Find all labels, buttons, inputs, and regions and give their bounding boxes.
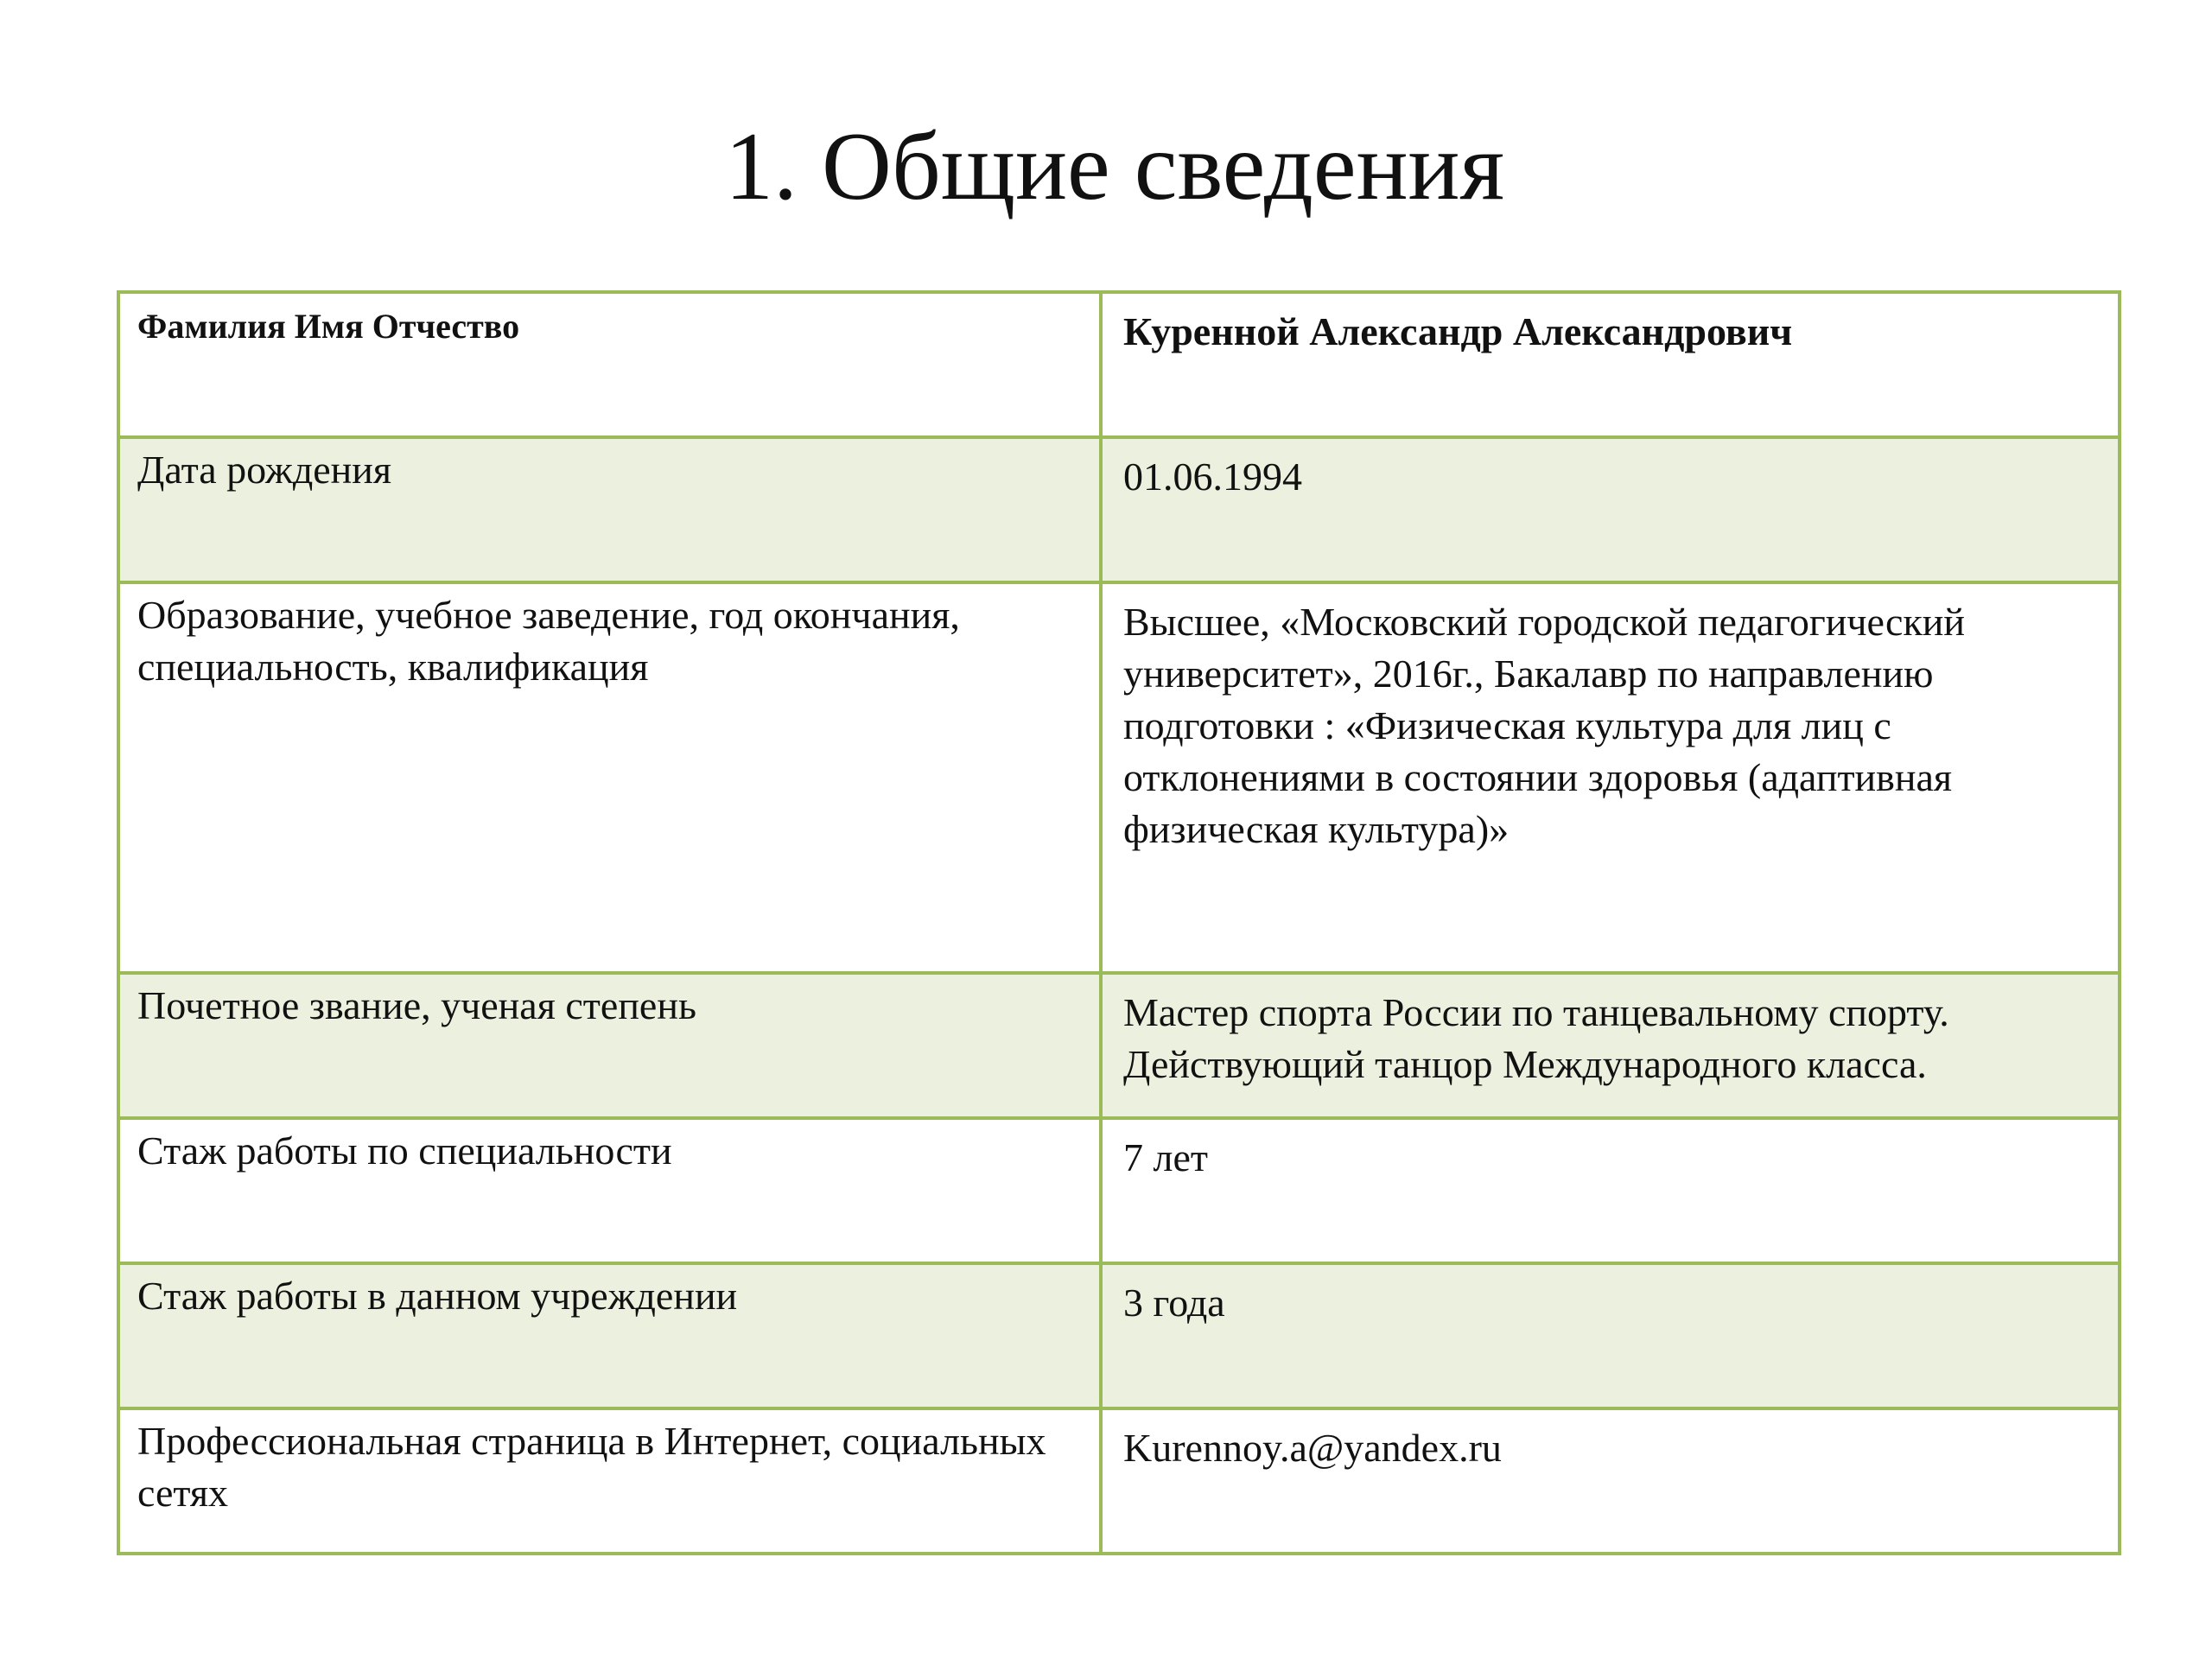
row-label: Стаж работы по специальности bbox=[137, 1128, 672, 1173]
row-value: 01.06.1994 bbox=[1123, 454, 1302, 499]
row-label: Почетное звание, ученая степень bbox=[137, 983, 696, 1027]
table-row bbox=[118, 582, 2120, 973]
row-label-birth-date bbox=[118, 437, 1101, 582]
row-label-experience bbox=[118, 1118, 1101, 1263]
row-value: Высшее, «Московский городской педагогический университет», 2016г., Бакалавр по направлению подготовки : «Физическая культура для лиц с отклонениями в состоянии здоровья (адаптивная физическая культура)» bbox=[1123, 600, 1966, 851]
row-label: Стаж работы в данном учреждении bbox=[137, 1274, 738, 1318]
row-value: Мастер спорта России по танцевальному спорту. Действующий танцор Международного класса. bbox=[1123, 990, 1949, 1086]
table-row bbox=[118, 973, 2120, 1118]
page-title: 1. Общие сведения bbox=[724, 113, 1504, 220]
row-label-institution-experience bbox=[118, 1263, 1101, 1408]
row-value: Kurennoy.a@yandex.ru bbox=[1123, 1426, 1502, 1470]
table-row bbox=[118, 1408, 2120, 1554]
table-row bbox=[118, 292, 2120, 437]
row-label: Профессиональная страница в Интернет, социальных сетях bbox=[137, 1419, 1046, 1515]
row-value-experience bbox=[1101, 1118, 2120, 1263]
row-value: Куренной Александр Александрович bbox=[1123, 309, 1793, 353]
row-value-birth-date bbox=[1101, 437, 2120, 582]
row-value-title-degree bbox=[1101, 973, 2120, 1118]
row-value-web-page bbox=[1101, 1408, 2120, 1554]
row-value: 3 года bbox=[1123, 1281, 1225, 1325]
row-value-institution-experience bbox=[1101, 1263, 2120, 1408]
table-row bbox=[118, 1263, 2120, 1408]
row-label-title-degree bbox=[118, 973, 1101, 1118]
table-row bbox=[118, 1118, 2120, 1263]
row-label: Фамилия Имя Отчество bbox=[137, 307, 520, 346]
table-row bbox=[118, 437, 2120, 582]
row-label-web-page bbox=[118, 1408, 1101, 1554]
row-value-full-name bbox=[1101, 292, 2120, 437]
row-label: Дата рождения bbox=[137, 448, 392, 492]
row-value: 7 лет bbox=[1123, 1135, 1208, 1179]
row-value-education bbox=[1101, 582, 2120, 973]
row-label-full-name bbox=[118, 292, 1101, 437]
row-label-education bbox=[118, 582, 1101, 973]
row-label: Образование, учебное заведение, год окончания, специальность, квалификация bbox=[137, 593, 960, 689]
info-table bbox=[117, 290, 2121, 1555]
